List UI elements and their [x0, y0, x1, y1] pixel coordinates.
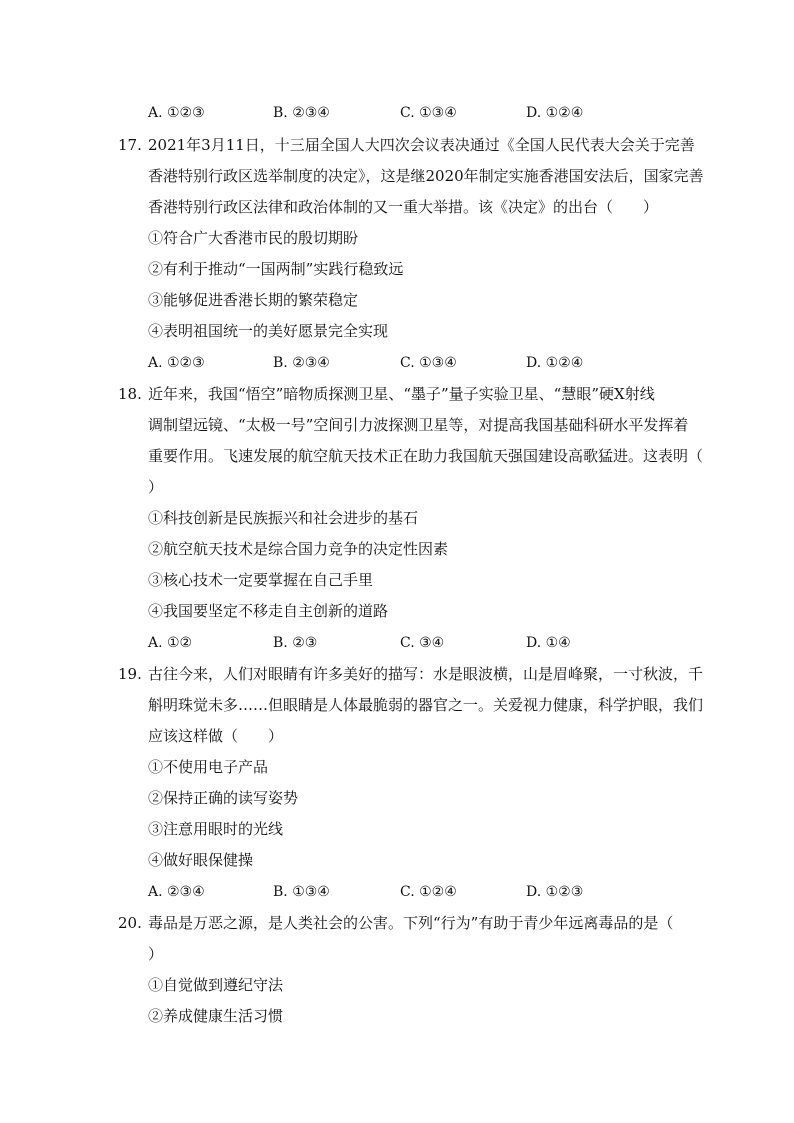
q18-stem-line-1: 近年来，我国“悟空”暗物质探测卫星、“墨子”量子实验卫星、“慧眼”硬X射线	[148, 385, 655, 403]
q18-option-2: ②航空航天技术是综合国力竞争的决定性因素	[148, 540, 449, 558]
q18-option-1: ①科技创新是民族振兴和社会进步的基石	[148, 509, 419, 527]
q20-stem-line-2: ）	[148, 945, 164, 963]
q19-stem-line-1: 古往今来，人们对眼睛有许多美好的描写：水是眼波横，山是眉峰聚，一寸秋波，千	[148, 665, 704, 683]
q17-choices	[148, 353, 668, 373]
q17-choice-b[interactable]: B. ②③④	[273, 355, 330, 371]
q19-option-3: ③注意用眼时的光线	[148, 820, 284, 838]
q19-number: 19.	[118, 665, 142, 683]
q18-choice-c[interactable]: C. ③④	[400, 635, 445, 651]
q19-choice-b[interactable]: B. ①③④	[273, 884, 330, 900]
q19-choice-d[interactable]: D. ①②③	[526, 884, 584, 900]
q17-stem-line-2: 香港特别行政区选举制度的决定》，这是继2020年制定实施香港国安法后，国家完善	[148, 167, 704, 185]
q20-option-1: ①自觉做到遵纪守法	[148, 976, 284, 994]
q17-option-2: ②有利于推动“一国两制”实践行稳致远	[148, 260, 404, 278]
q19-choice-a[interactable]: A. ②③④	[148, 884, 205, 900]
q18-stem-line-2: 调制望远镜、“太极一号”空间引力波探测卫星等，对提高我国基础科研水平发挥着	[148, 416, 689, 434]
q20-option-2: ②养成健康生活习惯	[148, 1007, 284, 1025]
q20-number: 20.	[118, 914, 142, 932]
q19-stem-line-2: 斛明珠觉未多……但眼睛是人体最脆弱的器官之一。关爱视力健康，科学护眼，我们	[148, 696, 704, 714]
q16-choice-c[interactable]: C. ①③④	[400, 105, 457, 121]
q17-stem-line-1: 2021年3月11日，十三届全国人大四次会议表决通过《全国人民代表大会关于完善	[148, 136, 695, 154]
q18-choice-d[interactable]: D. ①④	[526, 635, 571, 651]
q17-choice-a[interactable]: A. ①②③	[148, 355, 205, 371]
q18-stem-line-3: 重要作用。飞速发展的航空航天技术正在助力我国航天强国建设高歌猛进。这表明（	[148, 447, 704, 465]
q17-option-1: ①符合广大香港市民的殷切期盼	[148, 229, 359, 247]
q18-choice-b[interactable]: B. ②③	[273, 635, 318, 651]
q19-stem-line-3: 应该这样做（ ）	[148, 727, 284, 745]
q18-number: 18.	[118, 385, 142, 403]
q19-choice-c[interactable]: C. ①②④	[400, 884, 457, 900]
q16-choice-a[interactable]: A. ①②③	[148, 105, 205, 121]
q17-number: 17.	[118, 136, 142, 154]
q17-choice-c[interactable]: C. ①③④	[400, 355, 457, 371]
q19-option-1: ①不使用电子产品	[148, 758, 269, 776]
q18-option-3: ③核心技术一定要掌握在自己手里	[148, 571, 374, 589]
q18-choice-a[interactable]: A. ①②	[148, 635, 193, 651]
q18-choices	[148, 633, 668, 653]
q19-option-2: ②保持正确的读写姿势	[148, 789, 299, 807]
q20-stem-line-1: 毒品是万恶之源，是人类社会的公害。下列“行为”有助于青少年远离毒品的是（	[148, 914, 674, 932]
q17-option-4: ④表明祖国统一的美好愿景完全实现	[148, 322, 389, 340]
q16-choices	[148, 103, 668, 123]
q16-choice-d[interactable]: D. ①②④	[526, 105, 584, 121]
q18-stem-line-4: ）	[148, 478, 164, 496]
q19-choices	[148, 882, 668, 902]
q18-option-4: ④我国要坚定不移走自主创新的道路	[148, 602, 389, 620]
q19-option-4: ④做好眼保健操	[148, 851, 254, 869]
q16-choice-b[interactable]: B. ②③④	[273, 105, 330, 121]
q17-choice-d[interactable]: D. ①②④	[526, 355, 584, 371]
q17-option-3: ③能够促进香港长期的繁荣稳定	[148, 291, 359, 309]
q17-stem-line-3: 香港特别行政区法律和政治体制的又一重大举措。该《决定》的出台（ ）	[148, 198, 659, 216]
